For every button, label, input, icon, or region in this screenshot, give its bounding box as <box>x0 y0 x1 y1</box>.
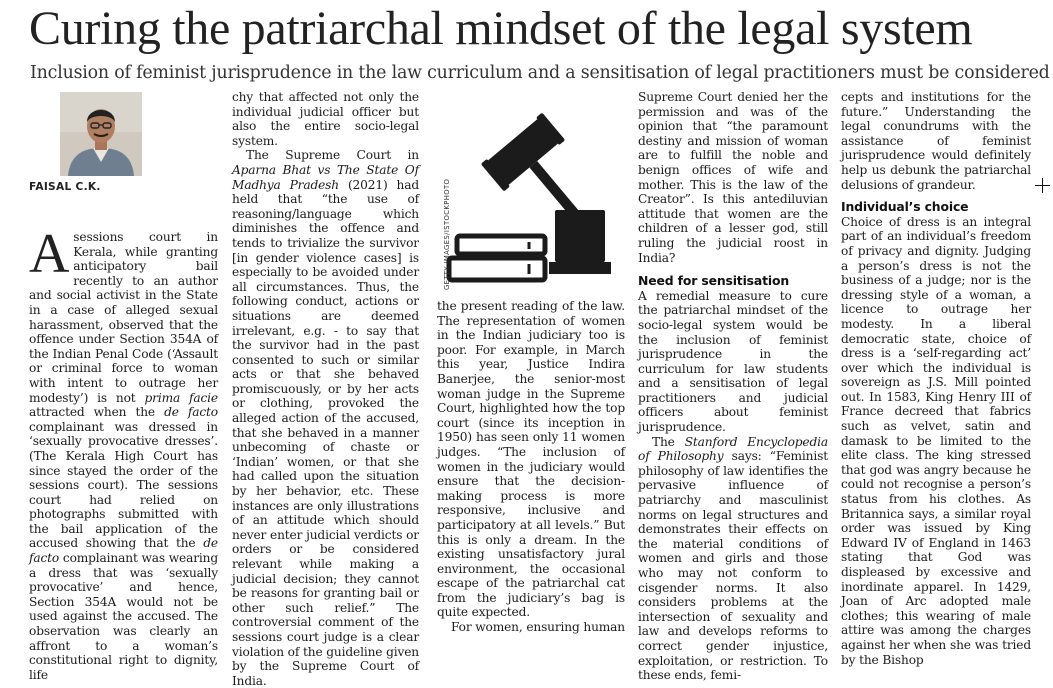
body-paragraph <box>638 435 828 683</box>
body-text: The Supreme Court in <box>246 148 419 163</box>
body-paragraph: cepts and institutions for the future.” Understanding the legal conundrums with the assistance of feminist jurisprudence would definitely help us debunk the patriarchal delusions of grandeur. <box>841 90 1031 192</box>
column-2 <box>232 90 419 688</box>
subheading: Need for sensitisation <box>638 273 790 289</box>
body-paragraph: chy that affected not only the individual judicial officer but also the entire socio-legal system. <box>232 90 419 148</box>
body-text: The <box>652 434 675 449</box>
publication-name: Stanford Encyclopedia of Philosophy <box>638 434 828 464</box>
photo-credit: GETTY IMAGES/ISTOCKPHOTO <box>443 178 451 290</box>
column-1 <box>29 223 218 682</box>
crosshair-cursor-icon <box>1035 178 1050 193</box>
byline: FAISAL C.K. <box>29 181 101 193</box>
headline: Curing the patriarchal mindset of the legal system <box>29 2 973 55</box>
column-3 <box>437 299 625 635</box>
drop-cap: A <box>29 223 70 285</box>
subheading: Individual’s choice <box>841 199 969 215</box>
gavel-and-books-illustration <box>437 92 625 292</box>
books-icon <box>449 236 545 280</box>
italic-phrase: de facto <box>29 536 218 566</box>
body-paragraph: Choice of dress is an integral part of an individual’s freedom of privacy and dignity. Judging a person’s dress is not the business of a judge; nor is the dressing style of a woman, a licence to outrage her modesty. In a liberal democratic state, choice of dress is a ‘self-regarding act’ over which the individual is sovereign as J.S. Mill pointed out. In 1583, King Henry III of France decreed that fabrics such as velvet, satin and damask to be limited to the elite class. The king stressed that god was angry because he could not recognise a person’s status from his clothes. As Britannica says, a similar royal order was issued by King Edward IV of England in 1463 stating that God was displeased by excessive and inordinate apparel. In 1429, Joan of Arc adopted male clothes; this wearing of male attire was among the charges against her when she was tried by the Bishop <box>841 214 1031 667</box>
body-text: says: “Feminist philosophy of law identifies the pervasive influence of patriarchy and masculinist norms on legal structures and demonstrates their effects on the material conditions of women and girls and those who may not conform to cisgender norms. It also considers problems at the intersection of sexuality and law and develops reforms to correct gender injustice, exploitation, or restriction. To these ends, femi- <box>638 449 828 683</box>
body-text: (2021) had held that “the use of reasoning/language which diminishes the offence and tends to trivialize the survivor [in gender violence cases] is especially to be avoided under all circumstances. Thus, the following conduct, actions or situations are deemed irrelevant, e.g. - to say that the survivor had in the past consented to such or similar acts or that she behaved promiscuously, or by her acts or clothing, provoked the alleged action of the accused, that she behaved in a manner unbecoming of chaste or ‘Indian’ women, or that she had called upon the situation by her behavior, etc. These instances are only illustrations of an attitude which should never enter judicial verdicts or orders or be considered relevant while making a judicial decision; they cannot be reasons for granting bail or other such relief.” The controversial comment of the sessions court judge is a clear violation of the guideline given by the Supreme Court of India. <box>232 177 419 688</box>
column-4 <box>638 90 828 683</box>
deck: Inclusion of feminist jurisprudence in the law curriculum and a sensitisation of legal practitioners must be considered <box>30 63 1050 83</box>
body-paragraph <box>232 148 419 688</box>
body-text: complainant was wearing a dress that was ‘sexually provocative’ and hence, Section 354A would not be used against the accused. The observation was clearly an affront to a woman’s constitutional right to dignity, life <box>29 551 218 682</box>
body-text: attracted when the <box>29 405 155 420</box>
body-paragraph: For women, ensuring human <box>451 620 625 635</box>
column-5 <box>841 90 1031 667</box>
italic-phrase: de facto <box>164 405 218 420</box>
case-name: Aparna Bhat vs The State Of Madhya Pradesh <box>232 162 419 192</box>
author-photo <box>60 92 142 176</box>
body-text: complainant was dressed in ‘sexually provocative dresses’. (The Kerala High Court has since stayed the order of the sessions court). The sessions court had relied on photographs submitted with the bail application of the accused showing that the <box>29 419 218 551</box>
author-portrait-icon <box>60 92 142 176</box>
body-paragraph: A remedial measure to cure the patriarchal mindset of the socio-legal system would be the inclusion of feminist jurisprudence in the curriculum for law students and a sensitisation of legal practitioners and judicial officers about feminist jurisprudence. <box>638 288 828 435</box>
sound-block-icon <box>549 210 611 274</box>
italic-phrase: prima facie <box>144 390 218 405</box>
body-paragraph: Supreme Court denied her the permission and was of the opinion that “the paramount destiny and mission of woman are to fulfill the noble and benign offices of wife and mother. This is the law of the Creator”. Is this antediluvian attitude that women are the children of a lesser god, still ruling the judicial roost in India? <box>638 90 828 265</box>
body-text: sessions court in Kerala, while granting anticipatory bail recently to an author and social activist in the State in a case of alleged sexual harassment, observed that the offence under Section 354A of the Indian Penal Code (‘Assault or criminal force to woman with intent to outrage her modesty’) is not <box>29 230 218 405</box>
body-paragraph: the present reading of the law. The representation of women in the Indian judiciary too is poor. For example, in March this year, Justice Indira Banerjee, the senior-most woman judge in the Supreme Court, highlighted how the top court (since its inception in 1950) has seen only 11 women judges. “The inclusion of women in the judiciary would ensure that the decision-making process is more responsive, inclusive and participatory at all levels.” But this is only a dream. In the existing unsatisfactory jural environment, the occasional escape of the patriarchal cat from the judiciary’s bag is quite expected. <box>437 299 625 620</box>
